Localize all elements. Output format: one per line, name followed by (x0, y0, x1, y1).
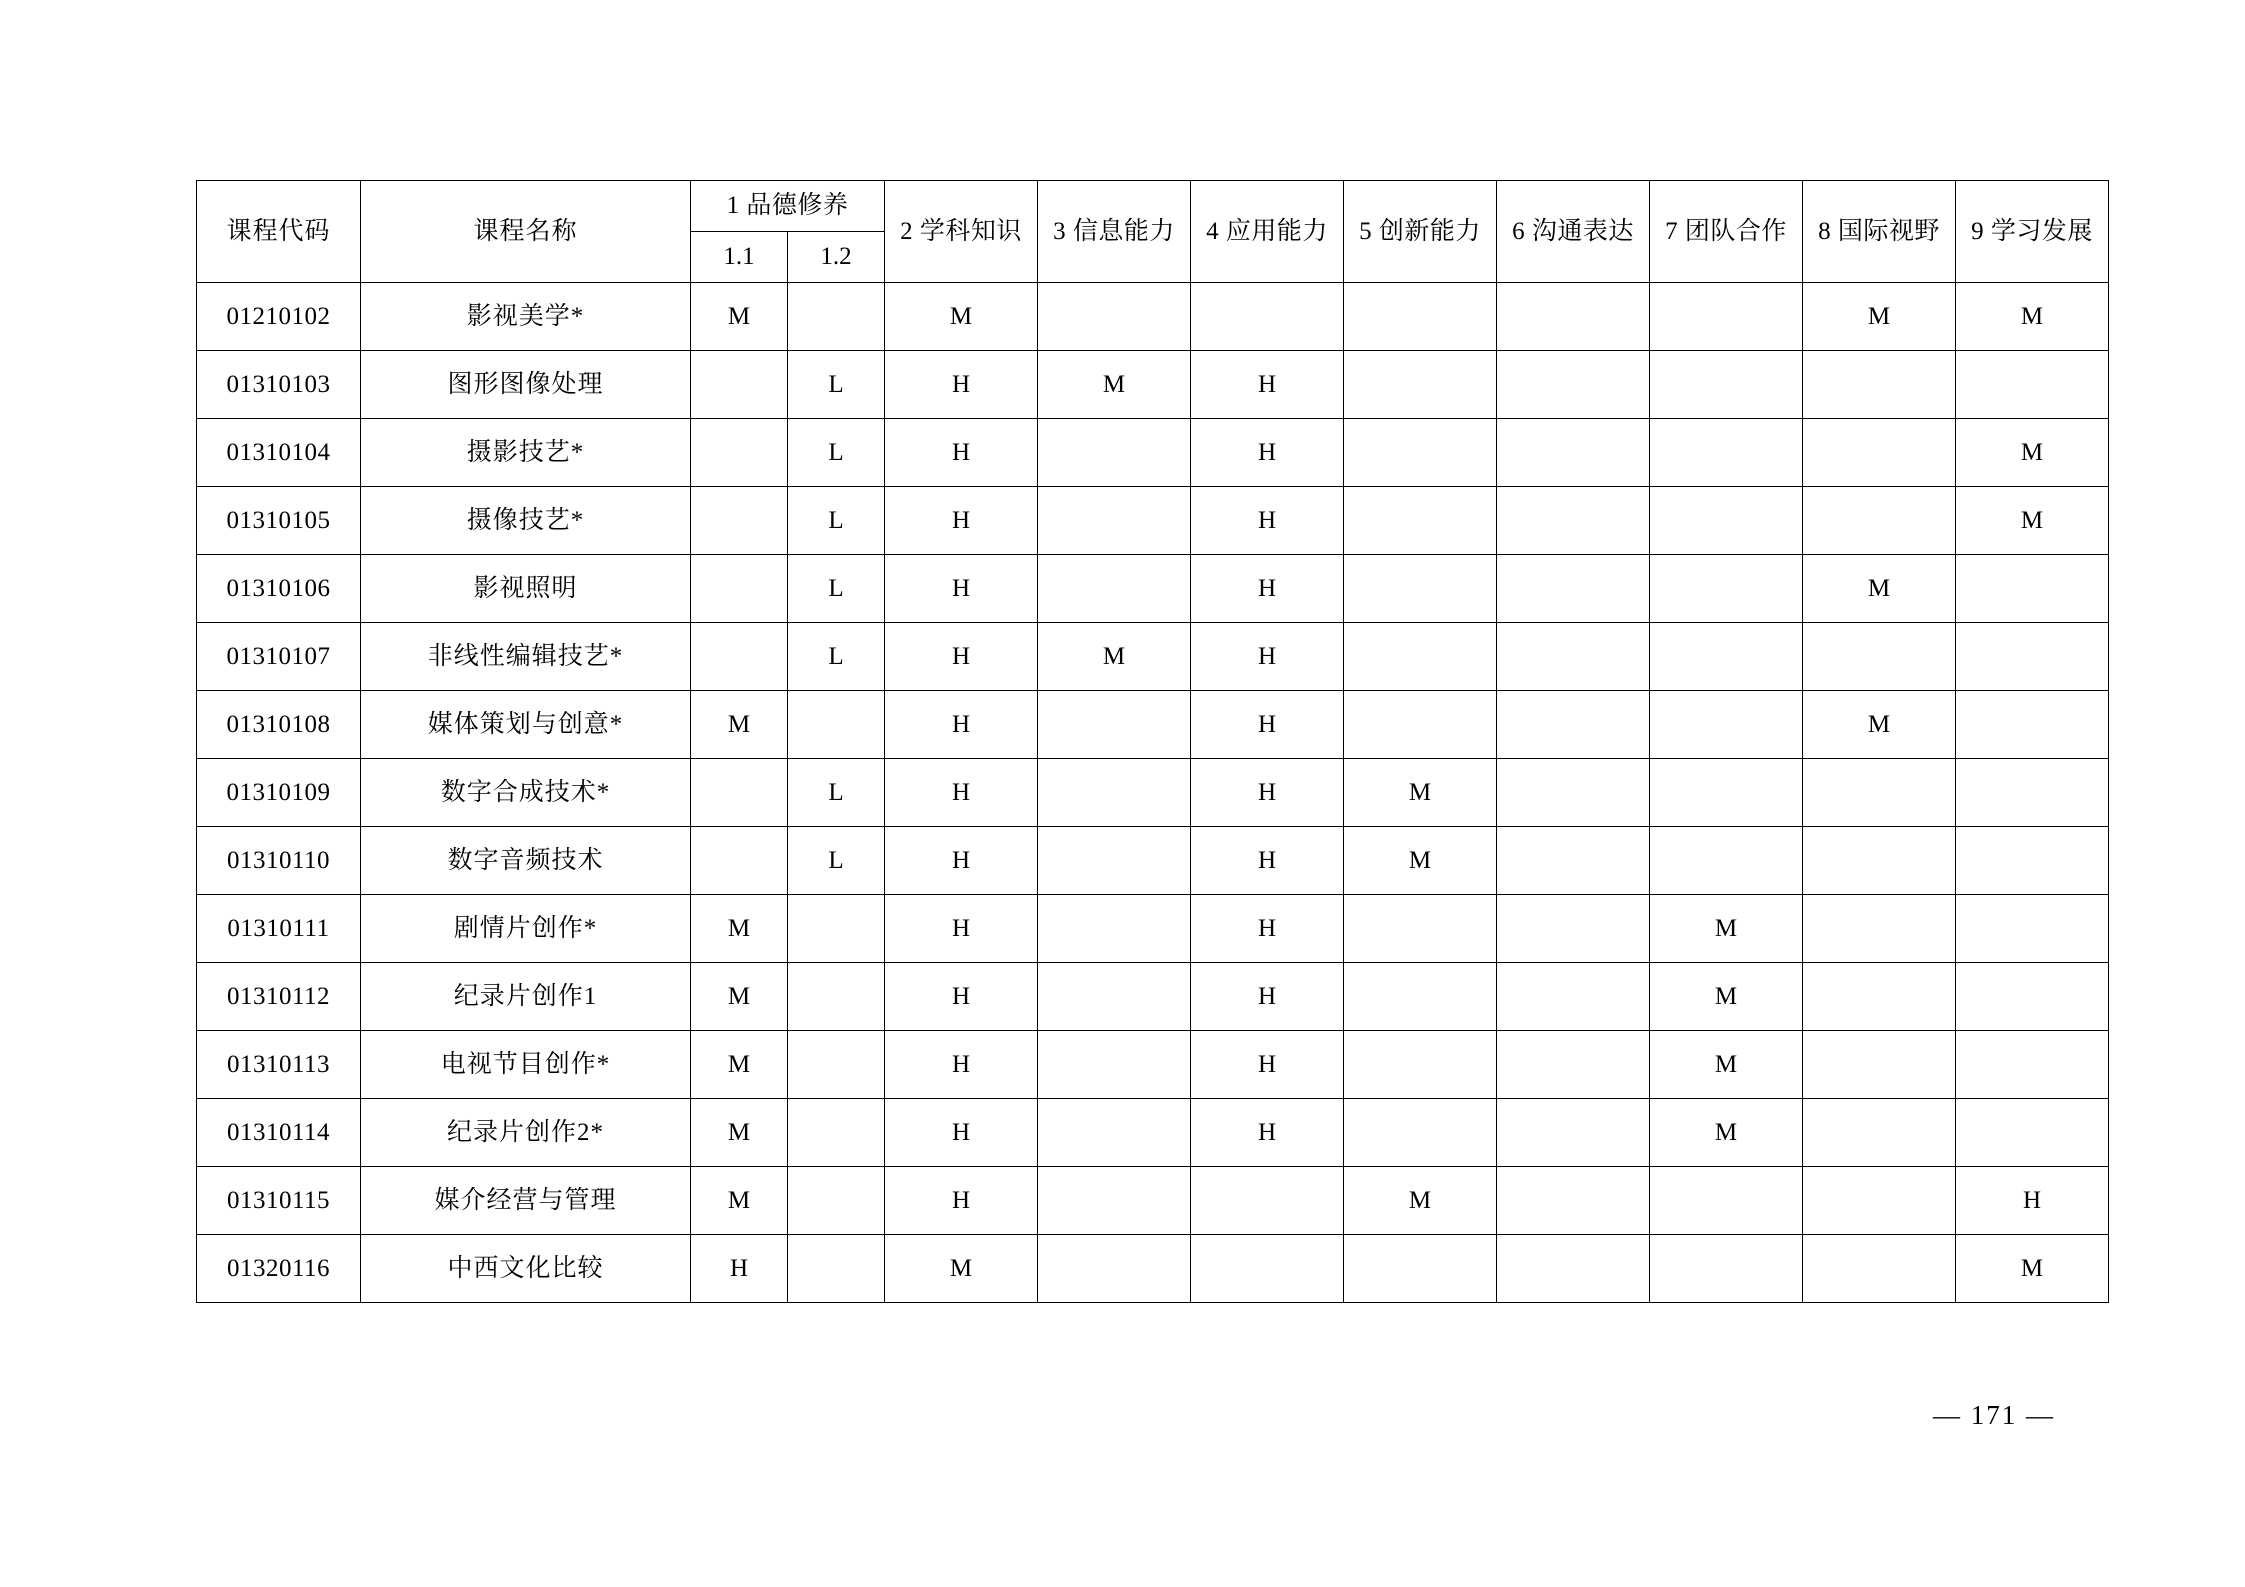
cell-4 (1191, 1167, 1344, 1235)
cell-3 (1038, 283, 1191, 351)
table-row (197, 419, 2109, 487)
cell-4: H (1191, 827, 1344, 895)
header-dim-communication: 6 沟通表达 (1497, 181, 1650, 283)
cell-1-1 (691, 623, 788, 691)
cell-2: H (885, 691, 1038, 759)
cell-1-2 (788, 1099, 885, 1167)
cell-2: H (885, 895, 1038, 963)
cell-2: H (885, 623, 1038, 691)
cell-1-2 (788, 1167, 885, 1235)
cell-4: H (1191, 759, 1344, 827)
header-dim-information-ability: 3 信息能力 (1038, 181, 1191, 283)
course-code-cell: 01310114 (197, 1099, 361, 1167)
course-code-cell: 01310104 (197, 419, 361, 487)
course-code-cell: 01310113 (197, 1031, 361, 1099)
cell-4 (1191, 283, 1344, 351)
cell-1-1: M (691, 963, 788, 1031)
table-row (197, 283, 2109, 351)
cell-7 (1650, 283, 1803, 351)
cell-7 (1650, 623, 1803, 691)
cell-1-2 (788, 895, 885, 963)
cell-1-1: M (691, 1099, 788, 1167)
header-dim-international-vision: 8 国际视野 (1803, 181, 1956, 283)
course-name-cell: 媒介经营与管理 (361, 1167, 691, 1235)
cell-3 (1038, 1167, 1191, 1235)
cell-6 (1497, 1031, 1650, 1099)
cell-5 (1344, 623, 1497, 691)
cell-2: H (885, 1031, 1038, 1099)
header-dim-application-ability: 4 应用能力 (1191, 181, 1344, 283)
cell-4: H (1191, 895, 1344, 963)
cell-4: H (1191, 419, 1344, 487)
cell-4: H (1191, 351, 1344, 419)
cell-5 (1344, 963, 1497, 1031)
cell-9 (1956, 759, 2109, 827)
cell-2: H (885, 487, 1038, 555)
table-row (197, 759, 2109, 827)
header-group-moral: 1 品德修养 (691, 181, 885, 232)
cell-7: M (1650, 1031, 1803, 1099)
cell-2: H (885, 1167, 1038, 1235)
cell-3 (1038, 419, 1191, 487)
cell-9: M (1956, 283, 2109, 351)
cell-6 (1497, 691, 1650, 759)
cell-4: H (1191, 1031, 1344, 1099)
course-name-cell: 电视节目创作* (361, 1031, 691, 1099)
course-name-cell: 数字音频技术 (361, 827, 691, 895)
cell-4 (1191, 1235, 1344, 1303)
cell-1-1 (691, 827, 788, 895)
cell-1-1: M (691, 1031, 788, 1099)
cell-4: H (1191, 963, 1344, 1031)
cell-1-1 (691, 487, 788, 555)
cell-5 (1344, 283, 1497, 351)
course-name-cell: 摄影技艺* (361, 419, 691, 487)
table-row (197, 1031, 2109, 1099)
cell-1-1: M (691, 283, 788, 351)
cell-8 (1803, 419, 1956, 487)
cell-7 (1650, 351, 1803, 419)
cell-2: H (885, 1099, 1038, 1167)
cell-1-1 (691, 555, 788, 623)
header-course-name: 课程名称 (361, 181, 691, 283)
cell-5: M (1344, 827, 1497, 895)
course-name-cell: 媒体策划与创意* (361, 691, 691, 759)
cell-7 (1650, 827, 1803, 895)
cell-7 (1650, 691, 1803, 759)
cell-5 (1344, 1099, 1497, 1167)
curriculum-matrix-table (196, 180, 2109, 1303)
header-dim-learning-development: 9 学习发展 (1956, 181, 2109, 283)
course-name-cell: 影视美学* (361, 283, 691, 351)
cell-6 (1497, 1167, 1650, 1235)
cell-3 (1038, 895, 1191, 963)
cell-7 (1650, 1235, 1803, 1303)
cell-3: M (1038, 623, 1191, 691)
cell-3 (1038, 691, 1191, 759)
cell-3 (1038, 827, 1191, 895)
course-name-cell: 图形图像处理 (361, 351, 691, 419)
cell-8 (1803, 1099, 1956, 1167)
cell-8 (1803, 759, 1956, 827)
course-code-cell: 01310103 (197, 351, 361, 419)
cell-9 (1956, 895, 2109, 963)
header-course-code: 课程代码 (197, 181, 361, 283)
cell-8: M (1803, 555, 1956, 623)
cell-8: M (1803, 691, 1956, 759)
cell-6 (1497, 487, 1650, 555)
table-row (197, 1235, 2109, 1303)
course-name-cell: 影视照明 (361, 555, 691, 623)
cell-3 (1038, 759, 1191, 827)
cell-2: H (885, 963, 1038, 1031)
cell-1-2 (788, 963, 885, 1031)
cell-3 (1038, 555, 1191, 623)
course-code-cell: 01310106 (197, 555, 361, 623)
cell-4: H (1191, 1099, 1344, 1167)
cell-9 (1956, 555, 2109, 623)
cell-5 (1344, 1031, 1497, 1099)
header-sub-1-2: 1.2 (788, 232, 885, 283)
cell-5 (1344, 555, 1497, 623)
course-code-cell: 01320116 (197, 1235, 361, 1303)
cell-2: M (885, 283, 1038, 351)
cell-4: H (1191, 691, 1344, 759)
cell-3: M (1038, 351, 1191, 419)
cell-2: H (885, 351, 1038, 419)
header-row-top (197, 181, 2109, 232)
table-row (197, 351, 2109, 419)
cell-5: M (1344, 1167, 1497, 1235)
table-row (197, 487, 2109, 555)
course-code-cell: 01310112 (197, 963, 361, 1031)
course-code-cell: 01310107 (197, 623, 361, 691)
cell-9 (1956, 827, 2109, 895)
cell-6 (1497, 555, 1650, 623)
cell-7: M (1650, 963, 1803, 1031)
course-code-cell: 01310108 (197, 691, 361, 759)
cell-9 (1956, 623, 2109, 691)
table-row (197, 1167, 2109, 1235)
cell-9: M (1956, 1235, 2109, 1303)
cell-5 (1344, 419, 1497, 487)
course-code-cell: 01310109 (197, 759, 361, 827)
cell-8 (1803, 351, 1956, 419)
cell-4: H (1191, 487, 1344, 555)
cell-9 (1956, 691, 2109, 759)
cell-8 (1803, 827, 1956, 895)
cell-5 (1344, 351, 1497, 419)
course-name-cell: 非线性编辑技艺* (361, 623, 691, 691)
cell-1-1: M (691, 895, 788, 963)
course-code-cell: 01310115 (197, 1167, 361, 1235)
header-dim-subject-knowledge: 2 学科知识 (885, 181, 1038, 283)
header-sub-1-1: 1.1 (691, 232, 788, 283)
cell-9 (1956, 963, 2109, 1031)
cell-6 (1497, 827, 1650, 895)
cell-6 (1497, 419, 1650, 487)
cell-7 (1650, 487, 1803, 555)
table-row (197, 623, 2109, 691)
cell-1-1 (691, 759, 788, 827)
cell-6 (1497, 351, 1650, 419)
cell-6 (1497, 623, 1650, 691)
table-body (197, 283, 2109, 1303)
page-number: — 171 — (1933, 1400, 2055, 1430)
cell-1-2 (788, 1235, 885, 1303)
course-name-cell: 纪录片创作2* (361, 1099, 691, 1167)
cell-5 (1344, 487, 1497, 555)
cell-1-2: L (788, 487, 885, 555)
cell-1-1 (691, 419, 788, 487)
course-code-cell: 01210102 (197, 283, 361, 351)
cell-9 (1956, 1099, 2109, 1167)
cell-8 (1803, 1235, 1956, 1303)
cell-3 (1038, 1099, 1191, 1167)
cell-7 (1650, 1167, 1803, 1235)
cell-2: M (885, 1235, 1038, 1303)
cell-7 (1650, 419, 1803, 487)
course-name-cell: 中西文化比较 (361, 1235, 691, 1303)
cell-1-2: L (788, 759, 885, 827)
cell-1-1 (691, 351, 788, 419)
cell-3 (1038, 1235, 1191, 1303)
cell-8 (1803, 623, 1956, 691)
cell-1-2: L (788, 623, 885, 691)
cell-1-1: M (691, 691, 788, 759)
cell-8 (1803, 487, 1956, 555)
cell-3 (1038, 963, 1191, 1031)
cell-4: H (1191, 623, 1344, 691)
course-code-cell: 01310105 (197, 487, 361, 555)
cell-7 (1650, 759, 1803, 827)
cell-2: H (885, 759, 1038, 827)
cell-5 (1344, 691, 1497, 759)
cell-7: M (1650, 1099, 1803, 1167)
cell-6 (1497, 1235, 1650, 1303)
table-row (197, 827, 2109, 895)
cell-6 (1497, 895, 1650, 963)
cell-3 (1038, 487, 1191, 555)
table-header (197, 181, 2109, 283)
cell-6 (1497, 283, 1650, 351)
table-row (197, 895, 2109, 963)
cell-8 (1803, 1167, 1956, 1235)
cell-1-1: H (691, 1235, 788, 1303)
cell-9: M (1956, 487, 2109, 555)
cell-1-2 (788, 691, 885, 759)
cell-9: H (1956, 1167, 2109, 1235)
cell-5 (1344, 1235, 1497, 1303)
cell-6 (1497, 963, 1650, 1031)
cell-4: H (1191, 555, 1344, 623)
course-name-cell: 纪录片创作1 (361, 963, 691, 1031)
header-dim-innovation-ability: 5 创新能力 (1344, 181, 1497, 283)
cell-1-2 (788, 1031, 885, 1099)
course-name-cell: 摄像技艺* (361, 487, 691, 555)
cell-5: M (1344, 759, 1497, 827)
cell-1-2 (788, 283, 885, 351)
cell-1-2: L (788, 555, 885, 623)
cell-8 (1803, 963, 1956, 1031)
cell-8 (1803, 1031, 1956, 1099)
cell-1-2: L (788, 351, 885, 419)
cell-1-2: L (788, 419, 885, 487)
cell-8 (1803, 895, 1956, 963)
cell-7: M (1650, 895, 1803, 963)
course-code-cell: 01310111 (197, 895, 361, 963)
cell-9 (1956, 1031, 2109, 1099)
course-code-cell: 01310110 (197, 827, 361, 895)
cell-2: H (885, 555, 1038, 623)
cell-2: H (885, 419, 1038, 487)
cell-7 (1650, 555, 1803, 623)
cell-9: M (1956, 419, 2109, 487)
cell-8: M (1803, 283, 1956, 351)
cell-9 (1956, 351, 2109, 419)
cell-3 (1038, 1031, 1191, 1099)
cell-6 (1497, 1099, 1650, 1167)
table-row (197, 963, 2109, 1031)
header-dim-teamwork: 7 团队合作 (1650, 181, 1803, 283)
cell-5 (1344, 895, 1497, 963)
cell-2: H (885, 827, 1038, 895)
cell-1-1: M (691, 1167, 788, 1235)
table-row (197, 555, 2109, 623)
course-name-cell: 剧情片创作* (361, 895, 691, 963)
table-row (197, 1099, 2109, 1167)
cell-6 (1497, 759, 1650, 827)
course-name-cell: 数字合成技术* (361, 759, 691, 827)
cell-1-2: L (788, 827, 885, 895)
table-row (197, 691, 2109, 759)
